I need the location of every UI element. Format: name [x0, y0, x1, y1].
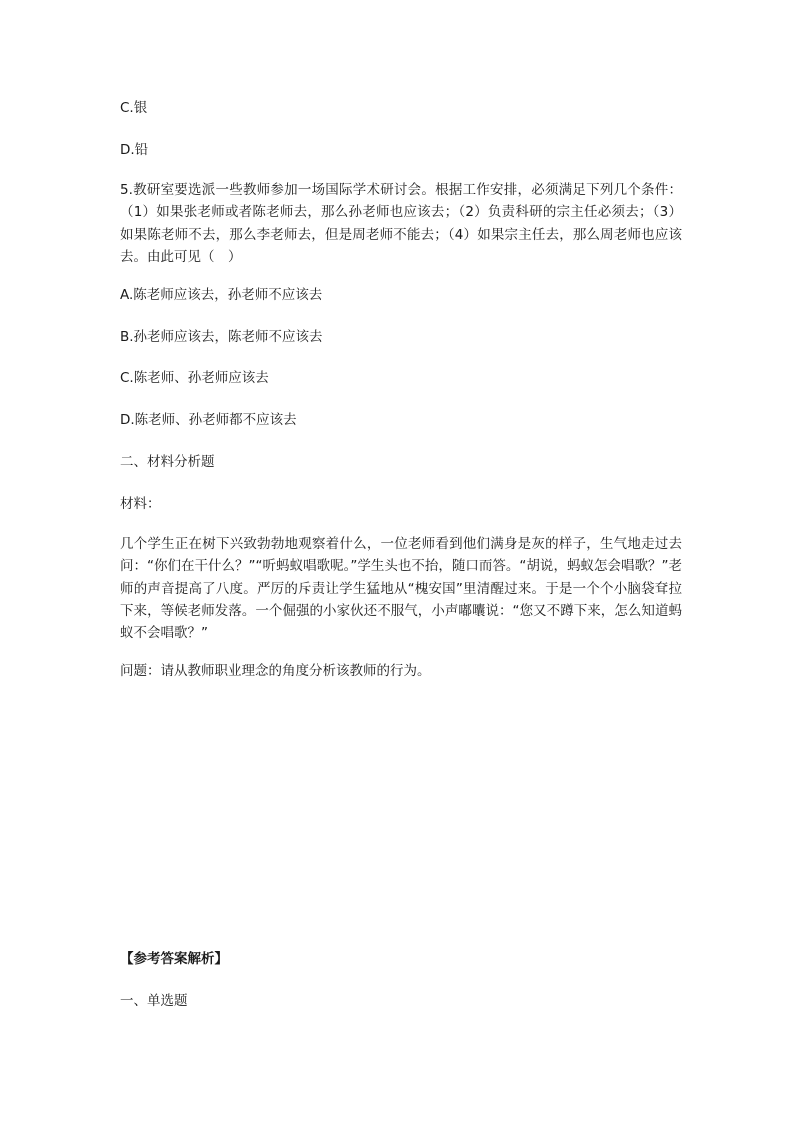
- answer-section1-heading: 一、单选题: [120, 993, 188, 1009]
- section2-heading: 二、材料分析题: [120, 454, 215, 470]
- material-text: 几个学生正在树下兴致勃勃地观察着什么，一位老师看到他们满身是灰的样子，生气地走过去问：“你们在干什么？”“听蚂蚁唱歌呢。”学生头也不抬，随口而答。“胡说，蚂蚁怎会唱歌？”老师的声音提高了八度。严厉的斥责让学生猛地从“槐安国”里清醒过来。于是一个个小脑袋耷拉下来，等候老师发落。一个倔强的小家伙还不服气，小声嘟囔说：“您又不蹲下来，怎么知道蚂蚁不会唱歌？”: [120, 536, 682, 642]
- q4-option-c: C.银: [120, 100, 148, 116]
- q5-option-b: B.孙老师应该去，陈老师不应该去: [120, 329, 323, 345]
- q5-option-c: C.陈老师、孙老师应该去: [120, 370, 269, 386]
- analysis-question: 问题：请从教师职业理念的角度分析该教师的行为。: [120, 663, 431, 679]
- q5-option-d: D.陈老师、孙老师都不应该去: [120, 412, 297, 428]
- material-label: 材料：: [120, 496, 161, 512]
- q5-option-a: A.陈老师应该去，孙老师不应该去: [120, 287, 323, 303]
- q5-stem: 5.教研室要选派一些教师参加一场国际学术研讨会。根据工作安排，必须满足下列几个条件：（1）如果张老师或者陈老师去，那么孙老师也应该去；（2）负责科研的宗主任必须去；（3）如果陈老师不去，那么李老师去，但是周老师不能去；（4）如果宗主任去，那么周老师也应该去。由此可见（ ）: [120, 182, 682, 265]
- q4-option-d: D.铅: [120, 142, 149, 158]
- answer-heading: 【参考答案解析】: [120, 951, 228, 967]
